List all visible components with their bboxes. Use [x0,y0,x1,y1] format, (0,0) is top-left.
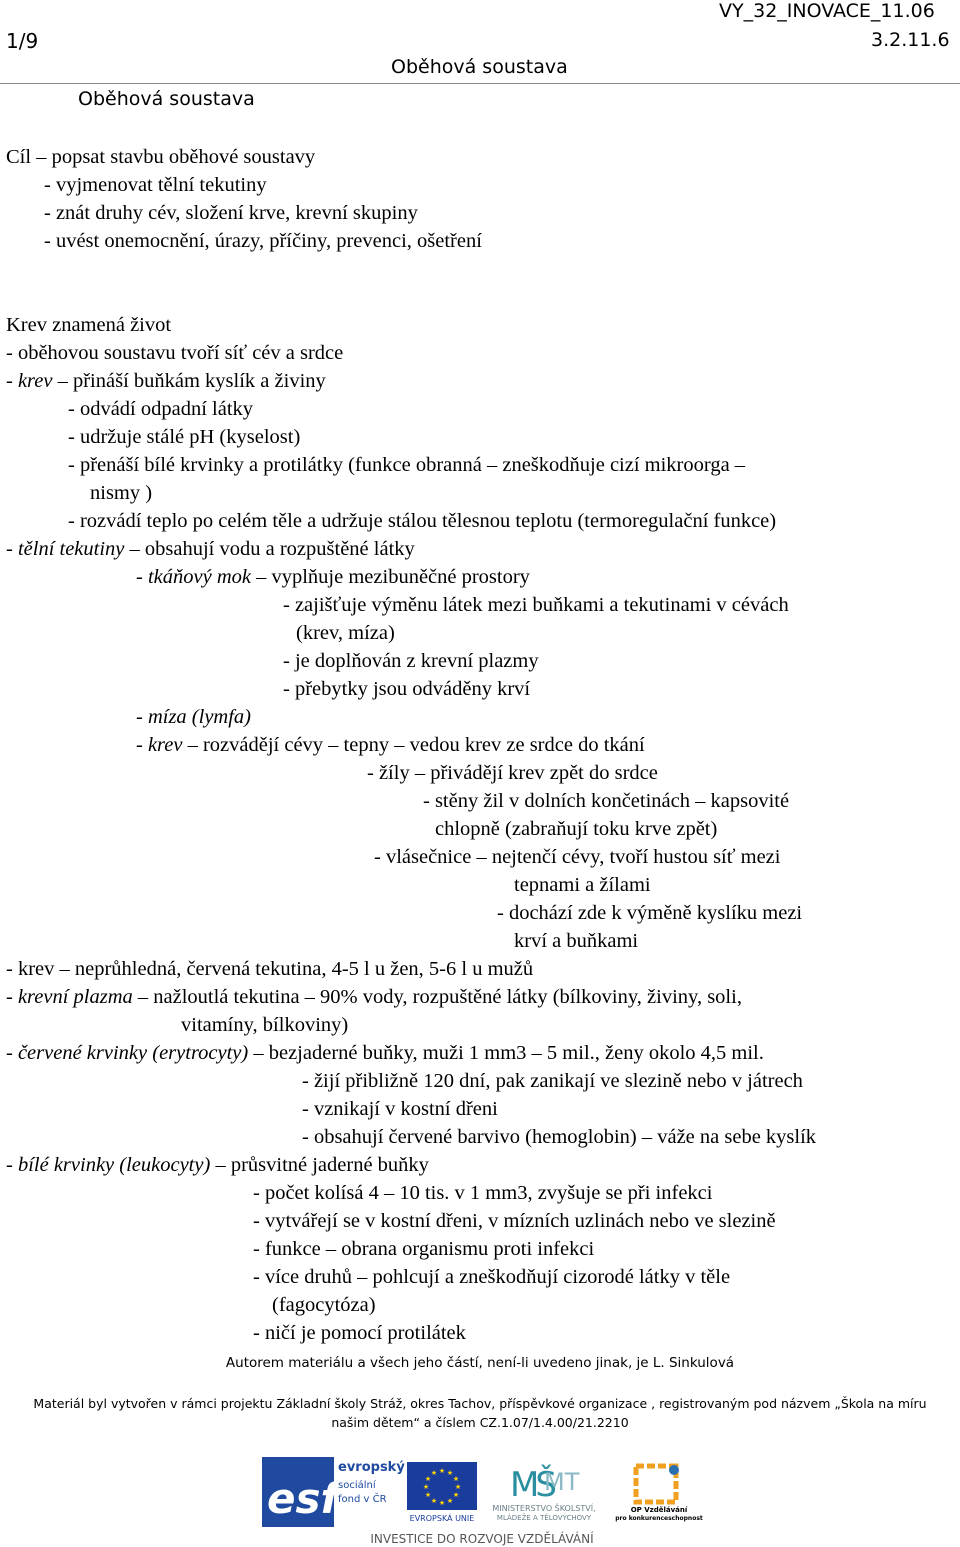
header-title: Oběhová soustava [391,56,568,78]
text-line: - ničí je pomocí protilátek [253,1322,466,1344]
text-line: nismy ) [90,482,153,504]
op-logo [614,1462,704,1528]
msmt-mark-icon [478,1460,610,1504]
esf-label: sociální [338,1480,376,1491]
eu-logo [405,1462,479,1528]
investment-banner: INVESTICE DO ROZVOJE VZDĚLÁVÁNÍ [370,1532,594,1546]
svg-text:★: ★ [430,1497,438,1505]
text-line: - dochází zde k výměně kyslíku mezi [497,902,803,924]
text-line: - udržuje stálé pH (kyselost) [68,426,301,448]
text-line: vitamíny, bílkoviny) [181,1014,349,1036]
page-number: 1/9 [6,29,39,53]
text-line: - rozvádí teplo po celém těle a udržuje stálou tělesnou teplotu (termoregulační funkce) [68,510,777,532]
text-line: - bílé krvinky (leukocyty) – průsvitné jaderné buňky [6,1154,429,1176]
text-line: (fagocytóza) [272,1294,376,1316]
svg-text:★: ★ [424,1475,432,1483]
page-title: Oběhová soustava [78,88,255,110]
eu-label: EVROPSKÁ UNIE [409,1514,475,1523]
svg-text:★: ★ [446,1497,454,1505]
text-line: chlopně (zabraňují toku krve zpět) [435,818,718,840]
op-label: pro konkurenceschopnost [615,1515,703,1522]
text-line: - krev – neprůhledná, červená tekutina, 4-5 l u žen, 5-6 l u mužů [6,958,534,980]
goal-line: Cíl – popsat stavbu oběhové soustavy [6,146,316,168]
goal-line: - uvést onemocnění, úrazy, příčiny, prevenci, ošetření [44,230,482,252]
text-line: - míza (lymfa) [136,706,252,728]
text-line: - je doplňován z krevní plazmy [283,650,539,672]
text-line: - tělní tekutiny – obsahují vodu a rozpuštěné látky [6,538,415,560]
svg-text:★: ★ [446,1469,454,1477]
svg-text:★: ★ [430,1469,438,1477]
text-line: (krev, míza) [296,622,395,644]
eu-flag-icon [405,1462,479,1514]
term: krevní plazma [17,986,133,1008]
text-line: - přebytky jsou odváděny krví [283,678,531,700]
text-line: krví a buňkami [514,930,639,952]
project-note: Materiál byl vytvořen v rámci projektu Základní školy Stráž, okres Tachov, příspěvkové organizace , registrovaným pod názvem „Škola na míru [33,1396,927,1411]
term: červené krvinky (erytrocyty) [17,1042,249,1064]
svg-text:★: ★ [422,1483,430,1491]
text-line: - krev – rozvádějí cévy – tepny – vedou krev ze srdce do tkání [136,734,645,756]
svg-text:★: ★ [438,1499,446,1507]
term: tělní tekutiny [17,538,125,560]
header-rule [0,83,960,84]
text-line: - červené krvinky (erytrocyty) – bezjaderné buňky, muži 1 mm3 – 5 mil., ženy okolo 4,5 mil. [6,1042,764,1064]
esf-logo [262,1457,405,1527]
svg-text:★: ★ [454,1483,462,1491]
svg-text:★: ★ [424,1491,432,1499]
text-line: - vznikají v kostní dřeni [302,1098,498,1120]
goal-line: - znát druhy cév, složení krve, krevní skupiny [44,202,418,224]
text-line: - stěny žil v dolních končetinách – kapsovité [423,790,790,812]
term: krev [147,734,183,756]
text-line: - zajišťuje výměnu látek mezi buňkami a tekutinami v cévách [283,594,789,616]
text-line: - přenáší bílé krvinky a protilátky (funkce obranná – zneškodňuje cizí mikroorga – [68,454,746,476]
svg-text:MŠ: MŠ [510,1465,553,1504]
op-mark-icon [614,1462,704,1506]
text-line: - žíly – přivádějí krev zpět do srdce [367,762,658,784]
text-line: - vytvářejí se v kostní dřeni, v mízních uzlinách nebo ve slezině [253,1210,776,1232]
text-line: - více druhů – pohlcují a zneškodňují cizorodé látky v těle [253,1266,731,1288]
svg-text:MT: MT [544,1468,580,1496]
author-note: Autorem materiálu a všech jeho částí, není-li uvedeno jinak, je L. Sinkulová [225,1355,735,1371]
document-code-sub: 3.2.11.6 [871,29,950,51]
msmt-logo [478,1460,610,1528]
term: krev [17,370,53,392]
section-heading: Krev znamená život [6,314,172,336]
text-line: - vlásečnice – nejtenčí cévy, tvoří hustou síť mezi [374,846,781,868]
term: míza (lymfa) [147,706,252,728]
msmt-label: MINISTERSTVO ŠKOLSTVÍ, [492,1504,596,1513]
svg-text:esf: esf [267,1474,339,1523]
text-line: - krevní plazma – nažloutlá tekutina – 90% vody, rozpuštěné látky (bílkoviny, živiny, soli, [6,986,742,1008]
msmt-label: MLÁDEŽE A TĚLOVÝCHOVY [496,1514,592,1522]
text-line: - odvádí odpadní látky [68,398,254,420]
text-line: - počet kolísá 4 – 10 tis. v 1 mm3, zvyšuje se při infekci [253,1182,713,1204]
svg-text:★: ★ [452,1491,460,1499]
op-label: OP Vzdělávání [630,1506,688,1514]
esf-label: evropský [338,1460,405,1475]
svg-text:★: ★ [452,1475,460,1483]
document-code: VY_32_INOVACE_11.06 [719,0,935,22]
text-line: - obsahují červené barvivo (hemoglobin) – váže na sebe kyslík [302,1126,817,1148]
svg-text:★: ★ [438,1467,446,1475]
project-note-cont: našim dětem“ a číslem CZ.1.07/1.4.00/21.2210 [331,1415,629,1430]
term: tkáňový mok [147,566,251,588]
text-line: - oběhovou soustavu tvoří síť cév a srdce [6,342,344,364]
esf-label: fond v ČR [338,1494,387,1505]
text-line: - funkce – obrana organismu proti infekci [253,1238,595,1260]
text-line: - krev – přináší buňkám kyslík a živiny [6,370,326,392]
text-line: - žijí přibližně 120 dní, pak zanikají ve slezině nebo v játrech [302,1070,803,1092]
text-line: - tkáňový mok – vyplňuje mezibuněčné prostory [136,566,530,588]
goal-line: - vyjmenovat tělní tekutiny [44,174,267,196]
term: bílé krvinky (leukocyty) [17,1154,211,1176]
text-line: tepnami a žílami [514,874,651,896]
